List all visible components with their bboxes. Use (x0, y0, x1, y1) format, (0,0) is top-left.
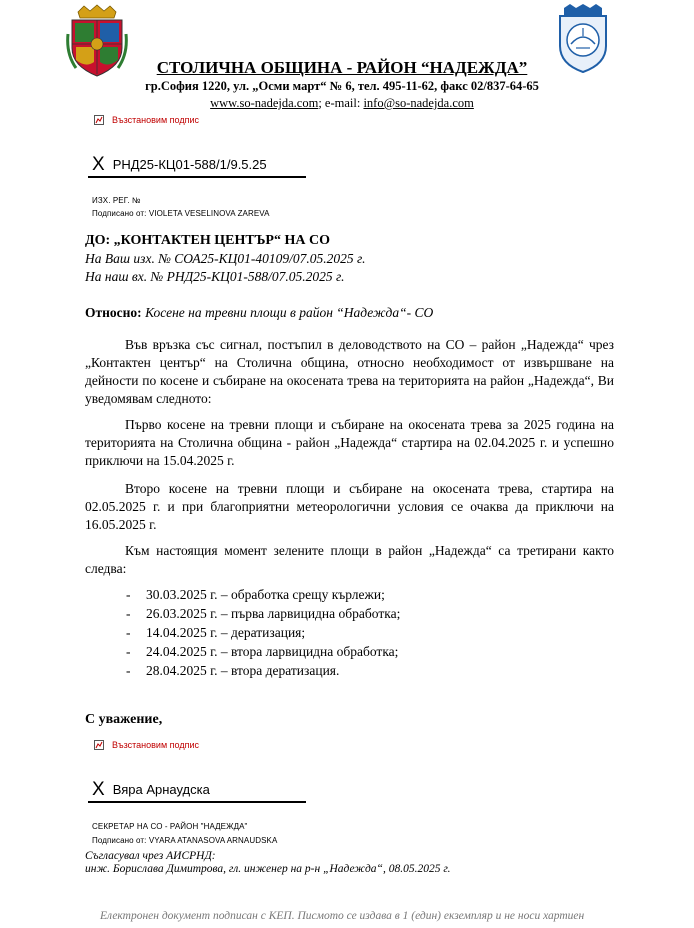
signed-by-bottom: Подписано от: VYARA ATANASOVA ARNAUDSKA (92, 836, 278, 845)
website-link[interactable]: www.so-nadejda.com (210, 96, 319, 110)
email-prefix: ; e-mail: (318, 96, 364, 110)
paragraph-4: Към настоящия момент зелените площи в район „Надежда“ са третирани както следва: (85, 543, 614, 576)
signature-x-mark: X (92, 779, 105, 800)
signature-image-icon (94, 740, 104, 750)
footer-note: Електронен документ подписан с КЕП. Писмото се издава в 1 (един) екземпляр и не носи хартиен (100, 910, 585, 922)
restore-signature-label: Възстановим подпис (112, 115, 199, 125)
signature-image-icon (94, 115, 104, 125)
list-item: - 26.03.2025 г. – първа ларвицидна обработка; (126, 606, 401, 621)
organization-title: СТОЛИЧНА ОБЩИНА - РАЙОН “НАДЕЖДА” (156, 58, 528, 77)
email-link[interactable]: info@so-nadejda.com (363, 96, 474, 110)
restorable-signature-top[interactable] (94, 115, 199, 125)
subject-line (85, 305, 433, 321)
restore-signature-label: Възстановим подпис (112, 740, 199, 750)
signature-x-mark: X (92, 154, 105, 175)
closing-regards: С уважение, (85, 712, 163, 727)
recipient-title: ДО: „КОНТАКТЕН ЦЕНТЪР“ НА СО (85, 233, 330, 248)
organization-address: гр.София 1220, ул. „Осми март“ № 6, тел. 495-11-62, факс 02/837-64-65 (145, 79, 539, 93)
signer-name: Вяра Арнаудска (112, 782, 210, 797)
subject-label: Относно: (85, 305, 142, 320)
registration-number: РНД25-КЦ01-588/1/9.5.25 (112, 157, 267, 172)
outgoing-reg-label: ИЗХ. РЕГ. № (92, 196, 141, 205)
agreed-via: Съгласувал чрез АИСРНД: (85, 850, 216, 862)
signed-by-top: Подписано от: VIOLETA VESELINOVA ZAREVA (92, 209, 270, 218)
paragraph-2: Първо косене на тревни площи и събиране на окосената трева за 2025 година на територията на Столична община - район „Надежда“ стартира на 02.04.2025 г. и успешно приключи на 15.04.2025 г. (85, 417, 614, 468)
paragraph-3: Второ косене на тревни площи и събиране на окосената трева, стартира на 02.05.2025 г. и при благоприятни метеорологични условия се очаква да приключи на 16.05.2025 г. (85, 481, 614, 532)
treatment-list (126, 585, 400, 680)
our-reference: На наш вх. № РНД25-КЦ01-588/07.05.2025 г. (85, 269, 345, 284)
district-nadezhda-logo (556, 4, 610, 74)
list-item: - 14.04.2025 г. – дератизация; (126, 625, 306, 640)
signer-position: СЕКРЕТАР НА СО - РАЙОН "НАДЕЖДА" (92, 822, 248, 831)
list-item: - 28.04.2025 г. – втора дератизация. (126, 663, 340, 678)
paragraph-1: Във връзка със сигнал, постъпил в деловодството на СО – район „Надежда“ чрез „Контактен център“ на Столична община, относно необходимост от извършване на дейности по косене и събиране на окосената трева на територията на район „Надежда“, Ви уведомявам следното: (85, 337, 614, 406)
signature-line-top (88, 150, 306, 178)
list-item: - 30.03.2025 г. – обработка срещу кърлежи; (126, 587, 385, 602)
sofia-coat-of-arms-logo (66, 4, 128, 78)
restorable-signature-bottom[interactable] (94, 740, 199, 750)
engineer-line: инж. Бориславa Димитрова, гл. инженер на р-н „Надежда“, 08.05.2025 г. (85, 863, 451, 875)
your-reference: На Ваш изх. № СОА25-КЦ01-40109/07.05.2025 г. (85, 251, 366, 266)
subject-text: Косене на тревни площи в район “Надежда“- СО (145, 305, 434, 320)
signature-line-bottom (88, 775, 306, 803)
contact-line (128, 96, 556, 111)
list-item: - 24.04.2025 г. – втора ларвицидна обработка; (126, 644, 399, 659)
